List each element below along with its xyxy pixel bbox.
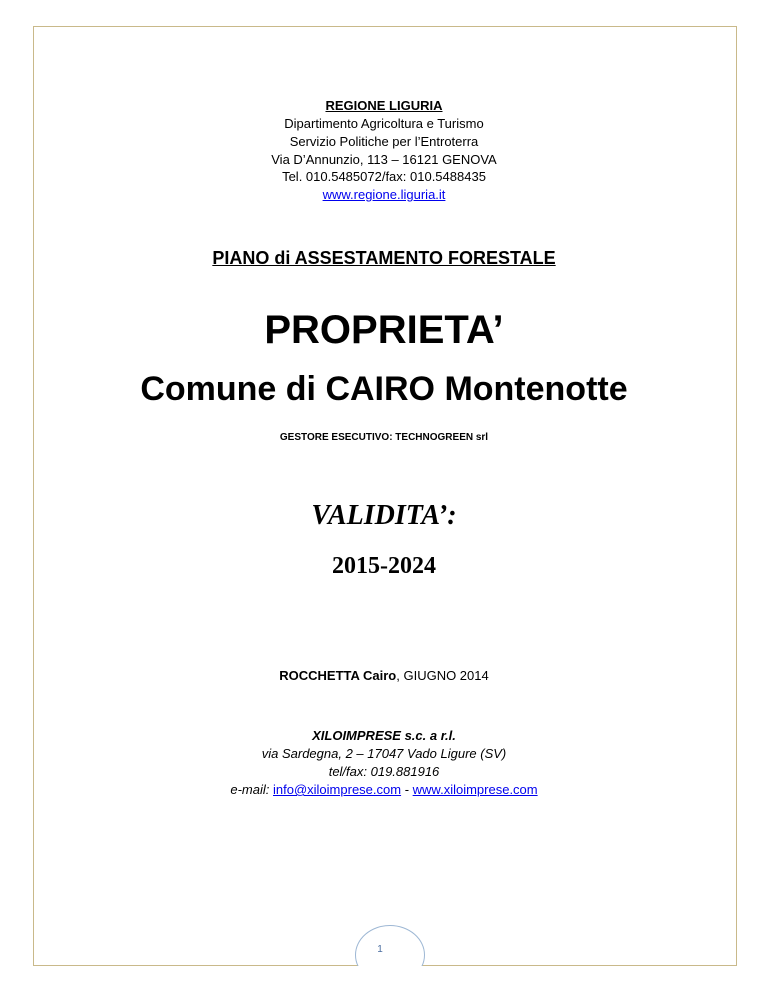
- service-line: Servizio Politiche per l’Entroterra: [289, 134, 479, 149]
- region-website-row: [0, 187, 768, 202]
- date-text: , GIUGNO 2014: [396, 668, 489, 683]
- address-line: Via D’Annunzio, 113 – 16121 GENOVA: [271, 152, 497, 167]
- company-contacts: [0, 782, 768, 797]
- page-border: [33, 26, 737, 966]
- email-label: e-mail:: [230, 782, 273, 797]
- municipality-title: Comune di CAIRO Montenotte: [140, 370, 628, 408]
- place-name: ROCCHETTA Cairo: [279, 668, 397, 683]
- manager-line: GESTORE ESECUTIVO: TECHNOGREEN srl: [279, 432, 489, 443]
- phone-line: Tel. 010.5485072/fax: 010.5488435: [282, 169, 486, 184]
- region-website-link[interactable]: www.regione.liguria.it: [322, 187, 446, 202]
- company-name: XILOIMPRESE s.c. a r.l.: [312, 728, 456, 743]
- department-line: Dipartimento Agricoltura e Turismo: [284, 116, 484, 131]
- property-title: PROPRIETA’: [264, 308, 504, 352]
- validity-years: 2015-2024: [332, 553, 436, 579]
- validity-label: VALIDITA’:: [311, 500, 457, 531]
- plan-title: PIANO di ASSESTAMENTO FORESTALE: [212, 248, 556, 268]
- email-link[interactable]: info@xiloimprese.com: [273, 782, 402, 797]
- company-address: via Sardegna, 2 – 17047 Vado Ligure (SV): [261, 746, 507, 761]
- company-telfax: tel/fax: 019.881916: [328, 764, 440, 779]
- page-number: 1: [377, 944, 383, 955]
- region-title: REGIONE LIGURIA: [325, 98, 443, 113]
- contact-separator: -: [401, 782, 413, 797]
- place-date-line: [0, 668, 768, 683]
- page-bottom-mask: [340, 966, 440, 996]
- company-website-link[interactable]: www.xiloimprese.com: [412, 782, 538, 797]
